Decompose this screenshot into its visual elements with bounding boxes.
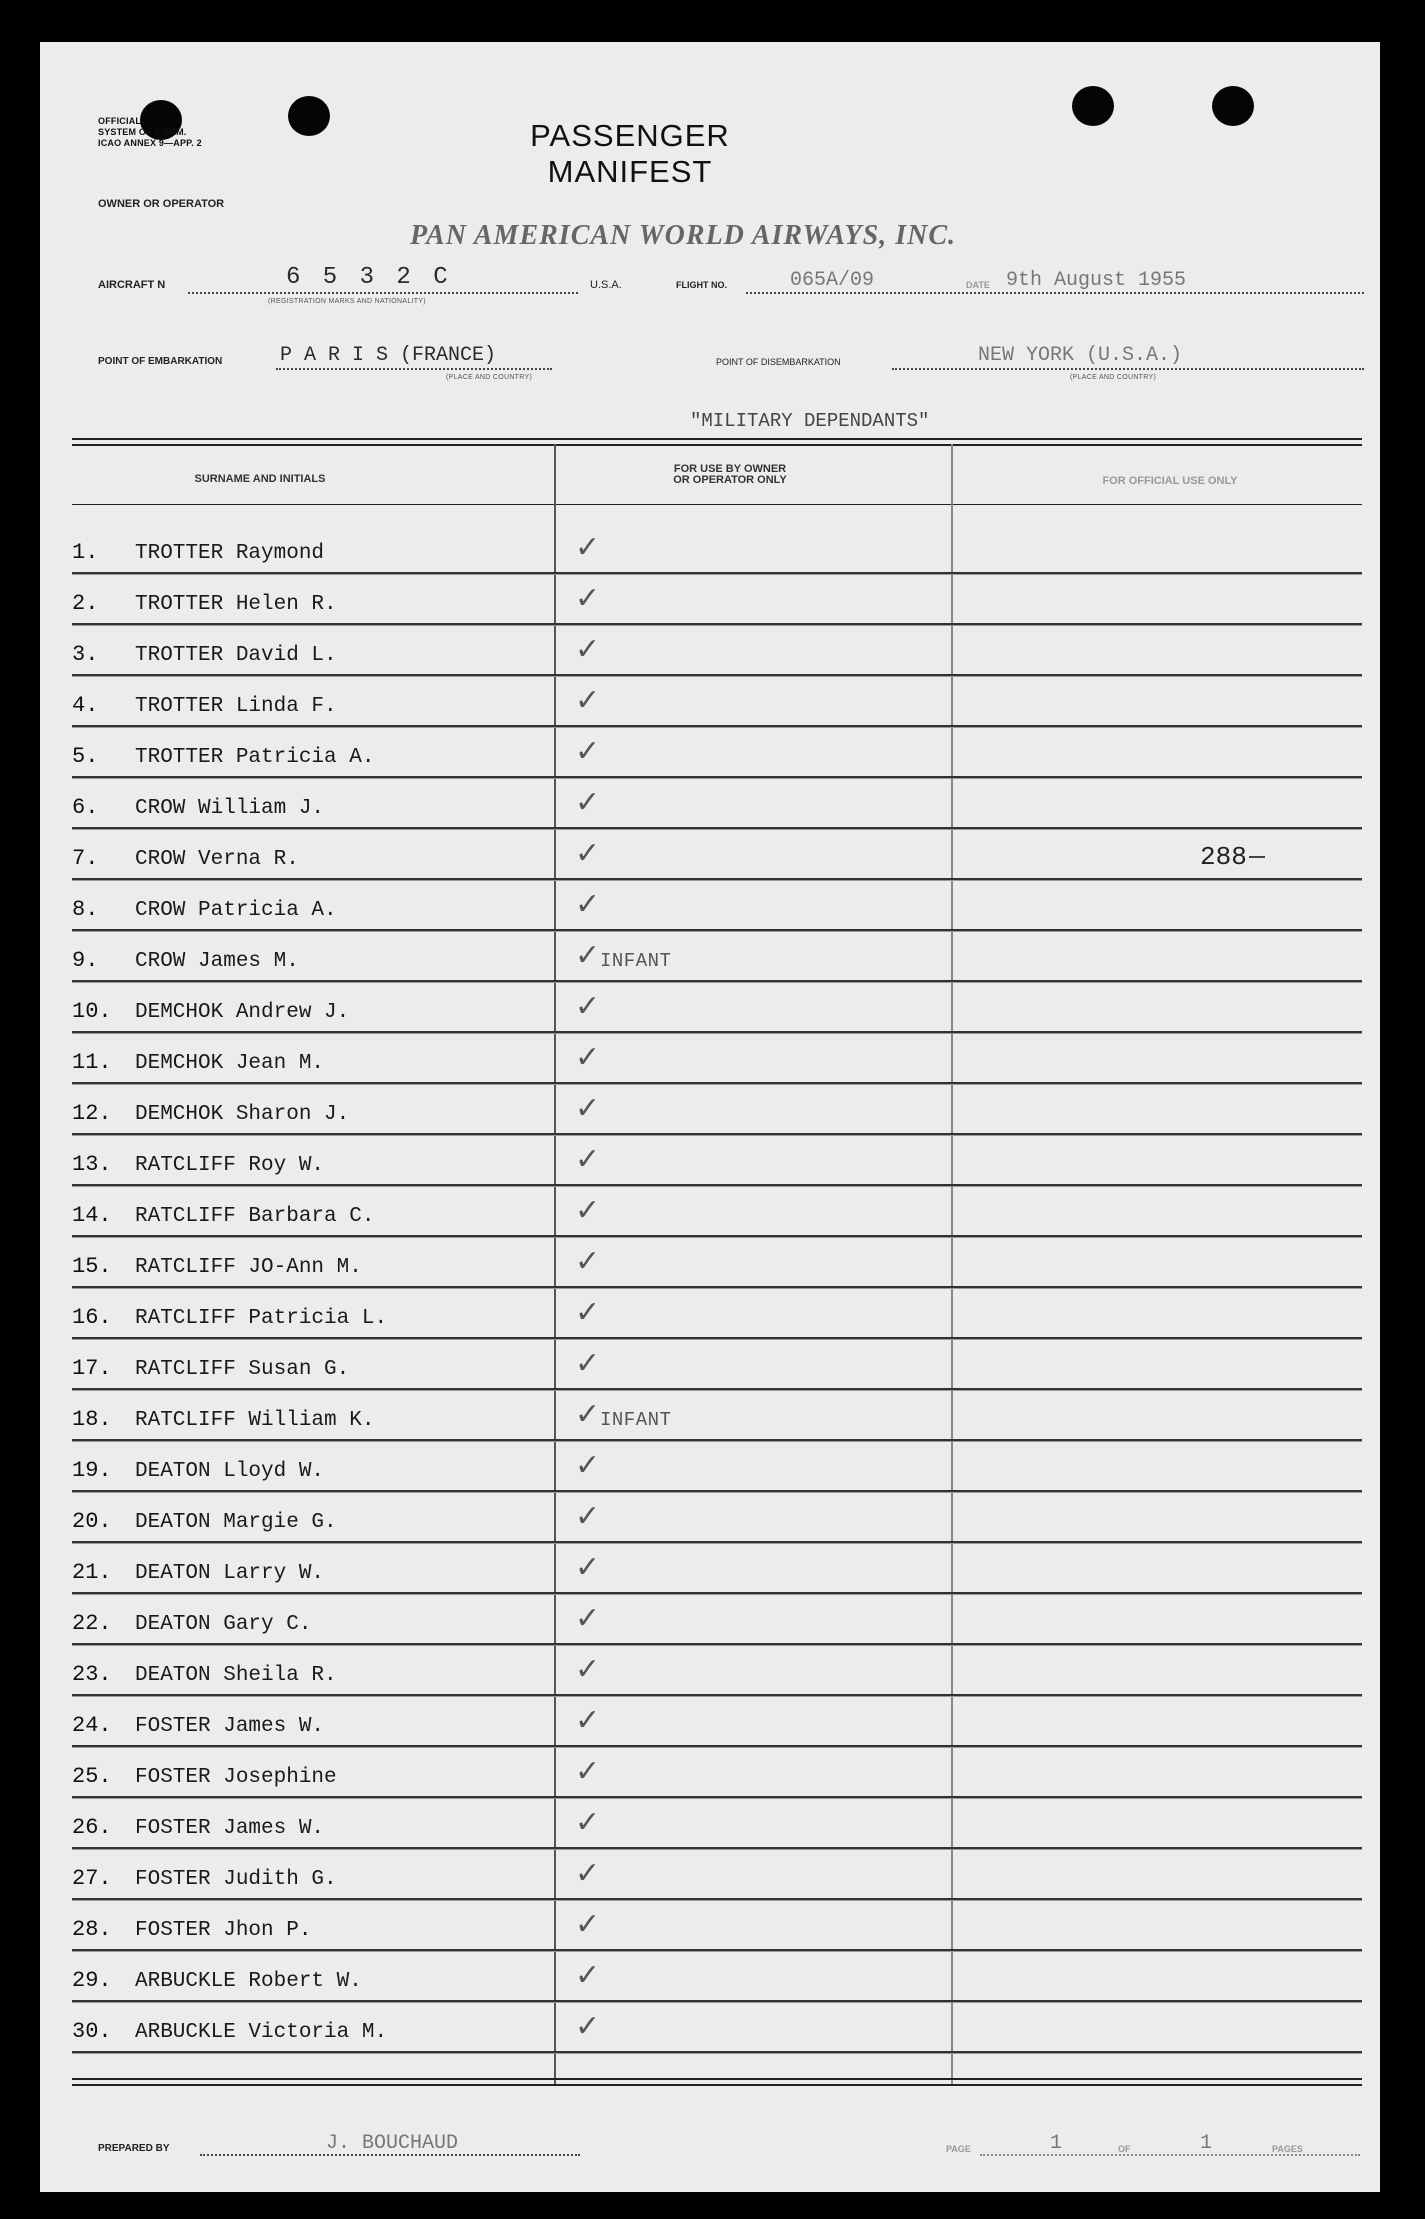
list-item bbox=[72, 1038, 1372, 1089]
manifest-sheet bbox=[40, 42, 1380, 2192]
list-item bbox=[72, 987, 1372, 1038]
list-item bbox=[72, 1191, 1372, 1242]
punch-hole bbox=[1072, 86, 1114, 126]
list-item bbox=[72, 732, 1372, 783]
page-underline bbox=[980, 2154, 1360, 2156]
row-number: 15. bbox=[72, 1254, 112, 1279]
row-underline-shadow bbox=[72, 727, 1362, 728]
passenger-name: ARBUCKLE Robert W. bbox=[135, 1970, 362, 1993]
row-number: 16. bbox=[72, 1305, 112, 1330]
row-underline-shadow bbox=[72, 1186, 1362, 1187]
place-caption: (PLACE AND COUNTRY) bbox=[446, 374, 533, 381]
list-item bbox=[72, 1599, 1372, 1650]
check-mark-icon: ✓ bbox=[575, 581, 601, 616]
row-underline-shadow bbox=[72, 1390, 1362, 1391]
list-item bbox=[72, 630, 1372, 681]
row-number: 6. bbox=[72, 795, 99, 820]
row-number: 7. bbox=[72, 846, 99, 871]
check-mark-icon: ✓ bbox=[575, 989, 601, 1024]
passenger-name: DEATON Margie G. bbox=[135, 1511, 337, 1534]
passenger-name: CROW William J. bbox=[135, 797, 325, 820]
check-mark-icon: ✓ bbox=[575, 1550, 601, 1585]
page-number: 1 bbox=[1050, 2132, 1063, 2155]
list-item bbox=[72, 1344, 1372, 1395]
passenger-name: RATCLIFF Susan G. bbox=[135, 1358, 350, 1381]
row-underline-shadow bbox=[72, 1441, 1362, 1442]
place-caption-2: (PLACE AND COUNTRY) bbox=[1070, 374, 1157, 381]
aircraft-label: AIRCRAFT N bbox=[98, 279, 166, 291]
row-number: 23. bbox=[72, 1662, 112, 1687]
flight-value: 065A/09 bbox=[790, 269, 875, 292]
row-number: 26. bbox=[72, 1815, 112, 1840]
official-mark-number: 288 bbox=[1200, 842, 1247, 872]
check-mark-icon: ✓ bbox=[575, 1907, 601, 1942]
row-underline-shadow bbox=[72, 1951, 1362, 1952]
passenger-name: FOSTER Judith G. bbox=[135, 1868, 337, 1891]
row-number: 17. bbox=[72, 1356, 112, 1381]
passenger-name: TROTTER Patricia A. bbox=[135, 746, 375, 769]
row-underline-shadow bbox=[72, 1288, 1362, 1289]
row-number: 12. bbox=[72, 1101, 112, 1126]
passenger-name: DEATON Sheila R. bbox=[135, 1664, 337, 1687]
row-number: 30. bbox=[72, 2019, 112, 2044]
row-underline-shadow bbox=[72, 574, 1362, 575]
col-official: FOR OFFICIAL USE ONLY bbox=[1102, 475, 1238, 487]
list-item bbox=[72, 1854, 1372, 1905]
check-mark-icon: ✓ bbox=[575, 1346, 601, 1381]
passenger-name: CROW Patricia A. bbox=[135, 899, 337, 922]
row-number: 21. bbox=[72, 1560, 112, 1585]
list-item bbox=[72, 1803, 1372, 1854]
row-number: 9. bbox=[72, 948, 99, 973]
prepared-value: J. BOUCHAUD bbox=[326, 2132, 459, 2155]
check-mark-icon: ✓ bbox=[575, 1091, 601, 1126]
row-underline-shadow bbox=[72, 1033, 1362, 1034]
embarkation-underline bbox=[276, 368, 552, 370]
page-total: 1 bbox=[1200, 2132, 1213, 2155]
passenger-name: RATCLIFF William K. bbox=[135, 1409, 375, 1432]
page-title: PASSENGER MANIFEST bbox=[530, 118, 730, 189]
list-item bbox=[72, 885, 1372, 936]
check-mark-icon: ✓ bbox=[575, 1703, 601, 1738]
list-item bbox=[72, 1089, 1372, 1140]
check-mark-icon: ✓ bbox=[575, 1142, 601, 1177]
row-number: 10. bbox=[72, 999, 112, 1024]
passenger-name: RATCLIFF Barbara C. bbox=[135, 1205, 375, 1228]
row-underline-shadow bbox=[72, 982, 1362, 983]
form-code-line: SYSTEM OF COMM. bbox=[98, 127, 187, 137]
header-bottom-rule bbox=[72, 504, 1362, 505]
row-underline-shadow bbox=[72, 1696, 1362, 1697]
check-mark-icon: ✓ bbox=[575, 2009, 601, 2044]
list-item bbox=[72, 1497, 1372, 1548]
row-underline-shadow bbox=[72, 1798, 1362, 1799]
row-number: 18. bbox=[72, 1407, 112, 1432]
list-item bbox=[72, 936, 1372, 987]
page-label: PAGE bbox=[946, 2144, 971, 2154]
check-mark-icon: ✓ bbox=[575, 632, 601, 667]
embarkation-value: P A R I S (FRANCE) bbox=[280, 344, 497, 367]
pages-label: PAGES bbox=[1272, 2144, 1303, 2154]
row-number: 13. bbox=[72, 1152, 112, 1177]
aircraft-underline bbox=[188, 292, 578, 294]
header-rule bbox=[72, 438, 1362, 446]
row-number: 5. bbox=[72, 744, 99, 769]
passenger-name: DEATON Larry W. bbox=[135, 1562, 325, 1585]
check-mark-icon: ✓ bbox=[575, 1601, 601, 1636]
owner-label: OWNER OR OPERATOR bbox=[98, 198, 225, 210]
list-item bbox=[72, 1752, 1372, 1803]
passenger-name: TROTTER Linda F. bbox=[135, 695, 337, 718]
registration-caption: (REGISTRATION MARKS AND NATIONALITY) bbox=[268, 298, 426, 305]
prepared-label: PREPARED BY bbox=[98, 2143, 170, 2154]
row-number: 19. bbox=[72, 1458, 112, 1483]
row-number: 25. bbox=[72, 1764, 112, 1789]
row-number: 8. bbox=[72, 897, 99, 922]
disembarkation-underline bbox=[892, 368, 1364, 370]
passenger-name: TROTTER David L. bbox=[135, 644, 337, 667]
row-underline-shadow bbox=[72, 1747, 1362, 1748]
of-label: OF bbox=[1118, 2144, 1131, 2154]
list-item bbox=[72, 1650, 1372, 1701]
row-underline-shadow bbox=[72, 778, 1362, 779]
check-mark-icon: ✓ bbox=[575, 1652, 601, 1687]
row-underline-shadow bbox=[72, 1237, 1362, 1238]
list-item bbox=[72, 1293, 1372, 1344]
passenger-note: INFANT bbox=[600, 950, 672, 972]
check-mark-icon: ✓ bbox=[575, 1244, 601, 1279]
row-underline-shadow bbox=[72, 2002, 1362, 2003]
check-mark-icon: ✓ bbox=[575, 1040, 601, 1075]
passenger-name: TROTTER Raymond bbox=[135, 542, 325, 565]
passenger-name: DEMCHOK Jean M. bbox=[135, 1052, 325, 1075]
date-value: 9th August 1955 bbox=[1006, 269, 1187, 292]
passenger-name: DEMCHOK Andrew J. bbox=[135, 1001, 350, 1024]
col-surname: SURNAME AND INITIALS bbox=[194, 473, 326, 485]
form-code-line: OFFICIAL bbox=[98, 116, 142, 126]
list-item bbox=[72, 2007, 1372, 2058]
passenger-name: DEATON Gary C. bbox=[135, 1613, 312, 1636]
row-number: 20. bbox=[72, 1509, 112, 1534]
row-underline-shadow bbox=[72, 829, 1362, 830]
date-label: DATE bbox=[966, 280, 990, 290]
check-mark-icon: ✓ bbox=[575, 1856, 601, 1891]
list-item bbox=[72, 681, 1372, 732]
row-underline-shadow bbox=[72, 1645, 1362, 1646]
check-mark-icon: ✓ bbox=[575, 1499, 601, 1534]
passenger-name: DEATON Lloyd W. bbox=[135, 1460, 325, 1483]
check-mark-icon: ✓ bbox=[575, 887, 601, 922]
group-title: "MILITARY DEPENDANTS" bbox=[690, 410, 930, 432]
aircraft-value: 6 5 3 2 C bbox=[286, 264, 452, 291]
row-underline-shadow bbox=[72, 625, 1362, 626]
disembarkation-label: POINT OF DISEMBARKATION bbox=[716, 357, 841, 367]
list-item bbox=[72, 834, 1372, 885]
passenger-name: CROW Verna R. bbox=[135, 848, 299, 871]
row-number: 27. bbox=[72, 1866, 112, 1891]
check-mark-icon: ✓ bbox=[575, 1448, 601, 1483]
check-mark-icon: ✓ bbox=[575, 1754, 601, 1789]
row-number: 28. bbox=[72, 1917, 112, 1942]
row-number: 29. bbox=[72, 1968, 112, 1993]
list-item bbox=[72, 1548, 1372, 1599]
passenger-name: FOSTER Jhon P. bbox=[135, 1919, 312, 1942]
disembarkation-value: NEW YORK (U.S.A.) bbox=[978, 344, 1183, 367]
passenger-name: RATCLIFF JO-Ann M. bbox=[135, 1256, 362, 1279]
check-mark-icon: ✓ bbox=[575, 530, 601, 565]
nationality: U.S.A. bbox=[590, 279, 622, 291]
passenger-note: INFANT bbox=[600, 1409, 672, 1431]
check-mark-icon: ✓ bbox=[575, 785, 601, 820]
row-number: 24. bbox=[72, 1713, 112, 1738]
row-underline-shadow bbox=[72, 1084, 1362, 1085]
embarkation-label: POINT OF EMBARKATION bbox=[98, 356, 223, 367]
flight-label: FLIGHT NO. bbox=[676, 280, 727, 290]
check-mark-icon: ✓ bbox=[575, 683, 601, 718]
list-item bbox=[72, 783, 1372, 834]
row-underline-shadow bbox=[72, 1594, 1362, 1595]
list-item bbox=[72, 1140, 1372, 1191]
punch-hole bbox=[1212, 86, 1254, 126]
row-underline-shadow bbox=[72, 1135, 1362, 1136]
passenger-name: DEMCHOK Sharon J. bbox=[135, 1103, 350, 1126]
passenger-name: RATCLIFF Roy W. bbox=[135, 1154, 325, 1177]
check-mark-icon: ✓ bbox=[575, 1397, 601, 1432]
col-owner-line2: OR OPERATOR ONLY bbox=[673, 474, 787, 486]
operator-name: PAN AMERICAN WORLD AIRWAYS, INC. bbox=[410, 220, 957, 251]
row-underline-shadow bbox=[72, 676, 1362, 677]
passenger-name: FOSTER James W. bbox=[135, 1715, 325, 1738]
row-underline-shadow bbox=[72, 1492, 1362, 1493]
row-underline-shadow bbox=[72, 931, 1362, 932]
row-number: 22. bbox=[72, 1611, 112, 1636]
row-underline-shadow bbox=[72, 1849, 1362, 1850]
check-mark-icon: ✓ bbox=[575, 734, 601, 769]
row-number: 11. bbox=[72, 1050, 112, 1075]
col-owner-line1: FOR USE BY OWNER bbox=[673, 463, 787, 475]
check-mark-icon: ✓ bbox=[575, 1295, 601, 1330]
passenger-name: ARBUCKLE Victoria M. bbox=[135, 2021, 388, 2044]
passenger-name: TROTTER Helen R. bbox=[135, 593, 337, 616]
footer-rule bbox=[72, 2078, 1362, 2086]
list-item bbox=[72, 1905, 1372, 1956]
row-number: 14. bbox=[72, 1203, 112, 1228]
list-item bbox=[72, 528, 1372, 579]
form-code-line: ICAO ANNEX 9—APP. 2 bbox=[98, 138, 202, 148]
check-mark-icon: ✓ bbox=[575, 1805, 601, 1840]
list-item bbox=[72, 1242, 1372, 1293]
row-underline-shadow bbox=[72, 1900, 1362, 1901]
list-item bbox=[72, 1446, 1372, 1497]
passenger-name: FOSTER James W. bbox=[135, 1817, 325, 1840]
list-item bbox=[72, 1701, 1372, 1752]
passenger-name: FOSTER Josephine bbox=[135, 1766, 337, 1789]
check-mark-icon: ✓ bbox=[575, 938, 601, 973]
row-number: 2. bbox=[72, 591, 99, 616]
row-number: 4. bbox=[72, 693, 99, 718]
passenger-name: CROW James M. bbox=[135, 950, 299, 973]
row-underline-shadow bbox=[72, 2053, 1362, 2054]
row-number: 1. bbox=[72, 540, 99, 565]
list-item bbox=[72, 579, 1372, 630]
flight-underline bbox=[746, 292, 1364, 294]
passenger-name: RATCLIFF Patricia L. bbox=[135, 1307, 388, 1330]
list-item bbox=[72, 1395, 1372, 1446]
check-mark-icon: ✓ bbox=[575, 836, 601, 871]
row-underline-shadow bbox=[72, 1339, 1362, 1340]
official-mark bbox=[1200, 842, 1265, 872]
row-underline-shadow bbox=[72, 1543, 1362, 1544]
row-number: 3. bbox=[72, 642, 99, 667]
check-mark-icon: ✓ bbox=[575, 1193, 601, 1228]
official-mark-dash bbox=[1249, 856, 1265, 858]
check-mark-icon: ✓ bbox=[575, 1958, 601, 1993]
list-item bbox=[72, 1956, 1372, 2007]
row-underline-shadow bbox=[72, 880, 1362, 881]
form-code bbox=[98, 116, 328, 149]
